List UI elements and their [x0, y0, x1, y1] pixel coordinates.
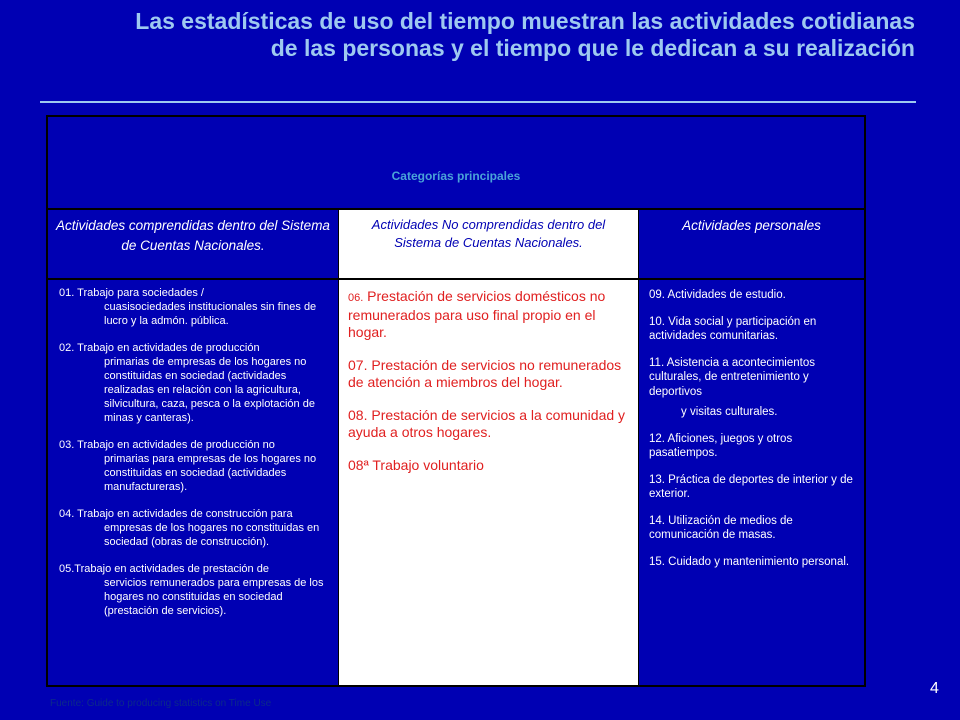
list-item: 08ª Trabajo voluntario — [348, 457, 484, 473]
slide-title: Las estadísticas de uso del tiempo muestran las actividades cotidianas de las personas y el tiempo que le dedican a su realización — [135, 8, 915, 61]
activities-row — [48, 280, 864, 685]
list-item: 06. Prestación de servicios domésticos no remunerados para uso final propio en el hogar. — [348, 288, 606, 340]
list-item: 07. Prestación de servicios no remunerados de atención a miembros del hogar. — [348, 357, 622, 390]
list-item: 10. Vida social y participación en actividades comunitarias. — [649, 315, 817, 342]
list-item: 02. Trabajo en actividades de producción primarias de empresas de los hogares no constituidas en sociedad (actividades realizadas en relación con la agricultura, silvicultura, caza, pesca o la explotación de minas y canteras). — [59, 342, 315, 424]
column-within-scn — [48, 280, 338, 685]
title-underline — [40, 101, 916, 103]
list-item: 13. Práctica de deportes de interior y de exterior. — [649, 473, 853, 500]
column-header-outside-scn: Actividades No comprendidas dentro del Sistema de Cuentas Nacionales. — [338, 210, 639, 278]
list-item: 12. Aficiones, juegos y otros pasatiempos. — [649, 432, 793, 459]
list-item: 08. Prestación de servicios a la comunidad y ayuda a otros hogares. — [348, 407, 626, 440]
list-item: 15. Cuidado y mantenimiento personal. — [649, 555, 850, 568]
page-number: 4 — [930, 680, 939, 697]
list-item: 04. Trabajo en actividades de construcción para empresas de los hogares no constituidas en sociedad (obras de construcción). — [59, 508, 320, 548]
column-header-within-scn: Actividades comprendidas dentro del Sistema de Cuentas Nacionales. — [56, 218, 330, 253]
table-header: Categorías principales — [48, 117, 864, 210]
column-outside-scn — [338, 280, 639, 685]
list-item: 03. Trabajo en actividades de producción no primarias para empresas de los hogares no constituidas en sociedad (actividades manufactureras). — [59, 439, 317, 493]
categories-table — [46, 115, 866, 687]
list-item: 05.Trabajo en actividades de prestación de servicios remunerados para empresas de los hogares no constituidas en sociedad (prestación de servicios). — [59, 563, 324, 617]
list-item: 01. Trabajo para sociedades / cuasisociedades institucionales sin fines de lucro y la admón. pública. — [59, 287, 317, 327]
column-headers-row — [48, 210, 864, 280]
column-personal — [639, 280, 864, 685]
column-header-personal: Actividades personales — [682, 218, 821, 233]
source-note: Fuente: Guide to producing statistics on Time Use — [50, 698, 272, 709]
list-item: 11. Asistencia a acontecimientos culturales, de entretenimiento y deportivos y visitas culturales. — [649, 356, 815, 418]
list-item: 09. Actividades de estudio. — [649, 289, 786, 301]
list-item: 14. Utilización de medios de comunicación de masas. — [649, 514, 793, 541]
